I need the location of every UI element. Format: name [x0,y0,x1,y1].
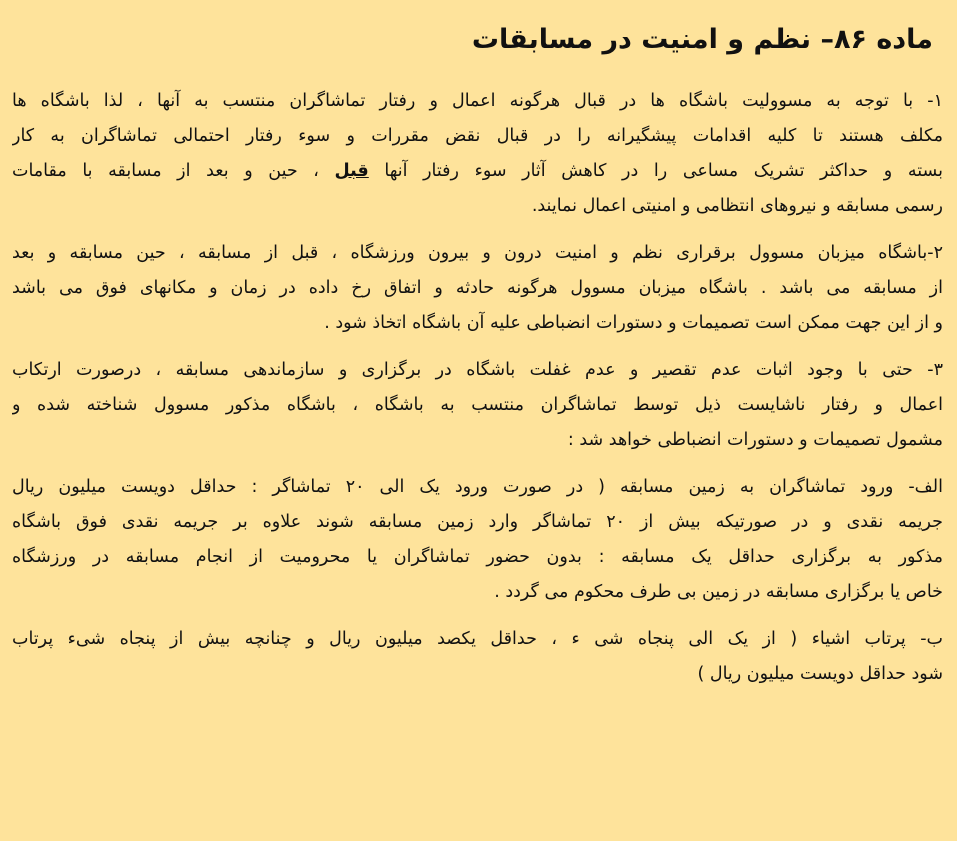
text-line: مکلف هستند تا کلیه اقدامات پیشگیرانه را در قبال نقض مقررات و سوء رفتار احتمالی تماشاگران به کار [12,126,943,146]
text-line: و از این جهت ممکن است تصمیمات و دستورات انضباطی علیه آن باشگاه اتخاذ شود . [324,313,943,333]
paragraph-5 [12,622,943,692]
paragraph-1 [12,84,943,224]
text-line: ب- پرتاب اشیاء ( از یک الی پنجاه شی ء ، حداقل یکصد میلیون ریال و چنانچه بیش از پنجاه شیء پرتاب [12,629,943,649]
paragraph-2 [12,236,943,341]
text-line: رسمی مسابقه و نیروهای انتظامی و امنیتی اعمال نمایند. [531,196,943,216]
text-segment: بسته و حداکثر تشریک مساعی را در کاهش آثار سوء رفتار آنها [384,161,943,181]
text-line: ۱- با توجه به مسوولیت باشگاه ها در قبال هرگونه اعمال و رفتار تماشاگران منتسب به آنها ، لذا باشگاه ها [12,91,943,111]
text-line: اعمال و رفتار ناشایست ذیل توسط تماشاگران منتسب به باشگاه ، باشگاه مذکور مسوول شناخته شده و [12,395,943,415]
text-line: خاص یا برگزاری مسابقه در زمین بی طرف محکوم می گردد . [494,582,943,602]
article-title: ماده ۸۶– نظم و امنیت در مسابقات [471,24,933,55]
text-line: مشمول تصمیمات و دستورات انضباطی خواهد شد : [567,430,943,450]
text-line: جریمه نقدی و در صورتیکه بیش از ۲۰ تماشاگر وارد زمین مسابقه شوند علاوه بر جریمه نقدی فوق باشگاه [12,512,943,532]
text-line [12,154,943,189]
text-line: شود حداقل دویست میلیون ریال ) [697,664,943,684]
text-line: ۲-باشگاه میزبان مسوول برقراری نظم و امنیت درون و بیرون ورزشگاه ، قبل از مسابقه ، حین مسابقه و بعد [12,243,943,263]
text-line: مذکور به برگزاری حداقل یک مسابقه : بدون حضور تماشاگران یا محرومیت از انجام مسابقه در ورزشگاه [12,547,943,567]
emphasized-word: قبل [334,161,369,181]
paragraph-3 [12,353,943,458]
text-line: از مسابقه می باشد . باشگاه میزبان مسوول هرگونه حادثه و اتفاق رخ داده در زمان و مکانهای فوق می باشد [12,278,943,298]
paragraph-4 [12,470,943,610]
text-segment: ، حین و بعد از مسابقه با مقامات [12,161,319,181]
text-line: ۳- حتی با وجود اثبات عدم تقصیر و عدم غفلت باشگاه در برگزاری و سازماندهی مسابقه ، درصورت ارتکاب [12,360,943,380]
text-line: الف- ورود تماشاگران به زمین مسابقه ( در صورت ورود یک الی ۲۰ تماشاگر : حداقل دویست میلیون ریال [12,477,943,497]
